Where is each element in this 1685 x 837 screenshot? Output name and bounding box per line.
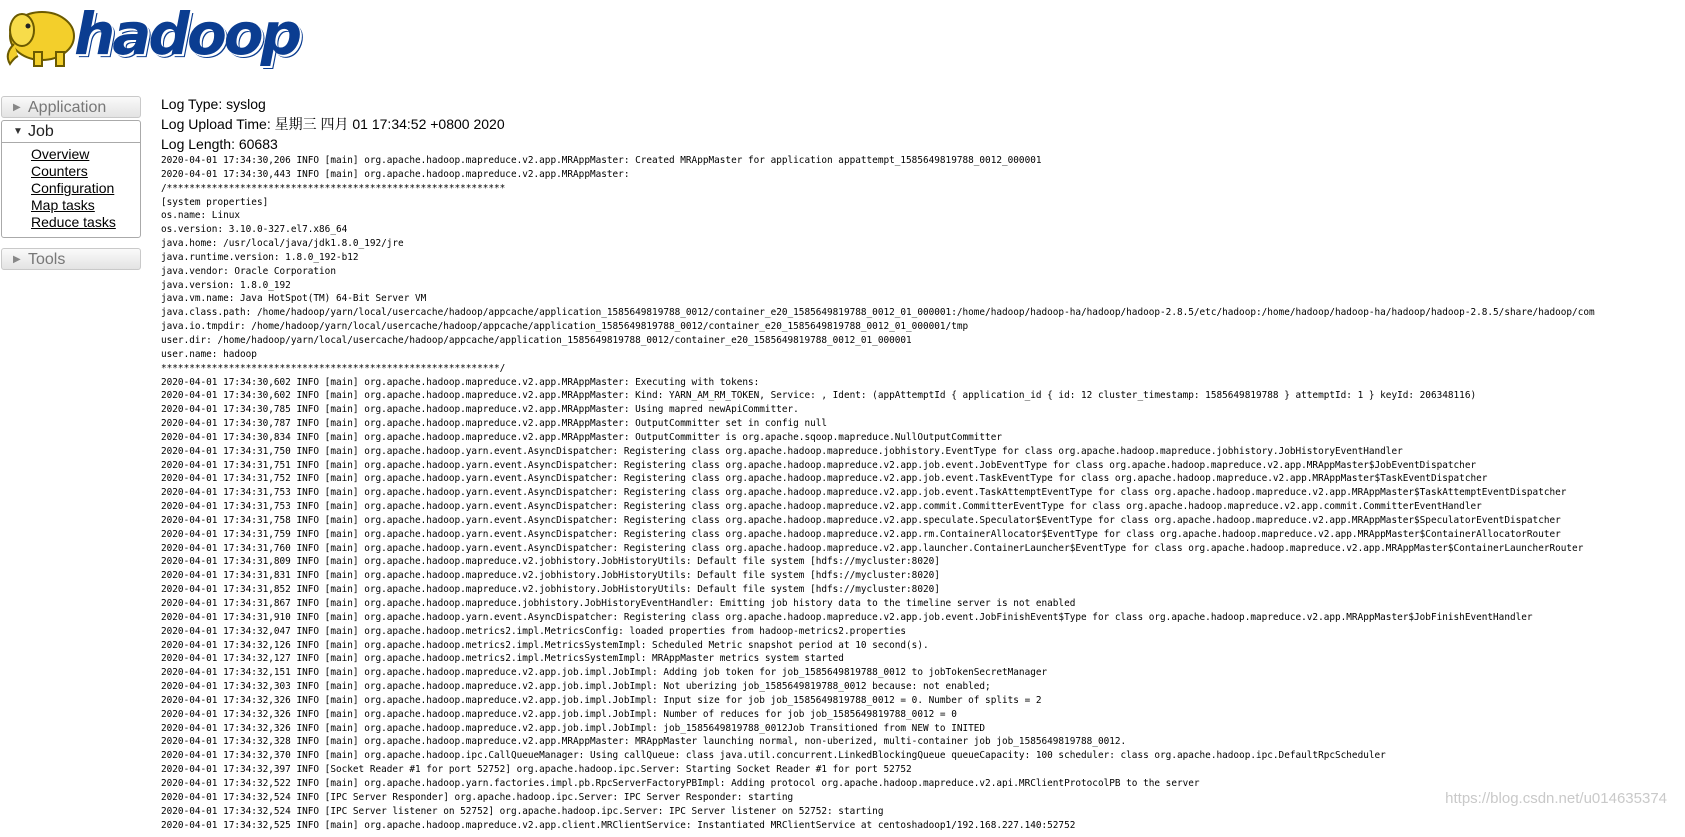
log-line: 2020-04-01 17:34:32,326 INFO [main] org.apache.hadoop.mapreduce.v2.app.job.impl.JobImpl: Input size for job job_1585649819788_0012 = 0. Number of splits = 2	[161, 694, 1042, 706]
log-line: java.io.tmpdir: /home/hadoop/yarn/local/usercache/hadoop/appcache/application_1585649819788_0012/container_e20_1585649819788_0012_01_000001/tmp	[161, 321, 969, 333]
chevron-right-icon: ▶	[13, 254, 21, 265]
log-line: java.version: 1.8.0_192	[161, 279, 291, 291]
log-line: java.runtime.version: 1.8.0_192-b12	[161, 251, 359, 263]
log-line: 2020-04-01 17:34:32,370 INFO [main] org.apache.hadoop.ipc.CallQueueManager: Using callQueue: class java.util.concurrent.LinkedBlockingQueue queueCapacity: 100 scheduler: class org.apache.hadoop.ipc.DefaultRpcScheduler	[161, 750, 1386, 762]
log-line: /************************************************************	[161, 182, 506, 194]
nav-link-counters[interactable]: Counters	[31, 163, 88, 179]
log-line: 2020-04-01 17:34:32,326 INFO [main] org.apache.hadoop.mapreduce.v2.app.job.impl.JobImpl: job_1585649819788_0012Job Transitioned from NEW to INITED	[161, 722, 986, 734]
log-line: 2020-04-01 17:34:32,303 INFO [main] org.apache.hadoop.mapreduce.v2.app.job.impl.JobImpl: Not uberizing job_1585649819788_0012 because: not enabled;	[161, 681, 991, 693]
log-line: 2020-04-01 17:34:31,753 INFO [main] org.apache.hadoop.yarn.event.AsyncDispatcher: Registering class org.apache.hadoop.mapreduce.v2.app.commit.CommitterEventType for class org.apache.hadoop.mapreduce.v2.app.commit.CommitterEventHandler	[161, 501, 1482, 513]
log-line: 2020-04-01 17:34:32,126 INFO [main] org.apache.hadoop.metrics2.impl.MetricsSystemImpl: Scheduled Metric snapshot period at 10 second(s).	[161, 639, 929, 651]
log-line: 2020-04-01 17:34:32,524 INFO [IPC Server listener on 52752] org.apache.hadoop.ipc.Server: IPC Server listener on 52752: starting	[161, 805, 884, 817]
log-line: 2020-04-01 17:34:31,752 INFO [main] org.apache.hadoop.yarn.event.AsyncDispatcher: Registering class org.apache.hadoop.mapreduce.v2.app.job.event.TaskEventType for class org.apache.hadoop.mapreduce.v2.app.MRAppMaster$TaskEventDispatcher	[161, 473, 1488, 485]
nav-link-map-tasks[interactable]: Map tasks	[31, 197, 95, 213]
nav-job[interactable]	[2, 121, 140, 143]
log-line: 2020-04-01 17:34:30,602 INFO [main] org.apache.hadoop.mapreduce.v2.app.MRAppMaster: Executing with tokens:	[161, 376, 760, 388]
log-line: 2020-04-01 17:34:30,443 INFO [main] org.apache.hadoop.mapreduce.v2.app.MRAppMaster:	[161, 168, 630, 180]
log-line: user.name: hadoop	[161, 348, 257, 360]
log-line: 2020-04-01 17:34:32,151 INFO [main] org.apache.hadoop.mapreduce.v2.app.job.impl.JobImpl: Adding job token for job_1585649819788_0012 to jobTokenSecretManager	[161, 667, 1048, 679]
log-line: 2020-04-01 17:34:31,758 INFO [main] org.apache.hadoop.yarn.event.AsyncDispatcher: Registering class org.apache.hadoop.mapreduce.v2.app.speculate.Speculator$EventType for class org.apache.hadoop.mapreduce.v2.app.MRAppMaster$SpeculatorEventDispatcher	[161, 514, 1561, 526]
job-links	[2, 143, 140, 237]
log-line: 2020-04-01 17:34:31,760 INFO [main] org.apache.hadoop.yarn.event.AsyncDispatcher: Registering class org.apache.hadoop.mapreduce.v2.app.launcher.ContainerLauncher$EventType for class org.apache.hadoop.mapreduce.v2.app.MRAppMaster$ContainerLauncherRouter	[161, 542, 1584, 554]
log-line: 2020-04-01 17:34:30,602 INFO [main] org.apache.hadoop.mapreduce.v2.app.MRAppMaster: Kind: YARN_AM_RM_TOKEN, Service: , Ident: (appAttemptId { application_id { id: 12 cluster_timestamp: 1585649819788 } attemptId: 1 } keyId: 206348116)	[161, 390, 1477, 402]
log-line: 2020-04-01 17:34:31,910 INFO [main] org.apache.hadoop.yarn.event.AsyncDispatcher: Registering class org.apache.hadoop.mapreduce.v2.app.job.event.JobFinishEvent$Type for class org.apache.hadoop.mapreduce.v2.app.MRAppMaster$JobFinishEventHandler	[161, 611, 1533, 623]
log-line: 2020-04-01 17:34:31,809 INFO [main] org.apache.hadoop.mapreduce.v2.jobhistory.JobHistoryUtils: Default file system [hdfs://mycluster:8020]	[161, 556, 940, 568]
logo-text: hadoop	[74, 0, 300, 68]
chevron-down-icon: ▼	[13, 126, 23, 137]
log-line: 2020-04-01 17:34:30,834 INFO [main] org.apache.hadoop.mapreduce.v2.app.MRAppMaster: OutputCommitter is org.apache.sqoop.mapreduce.NullOutputCommitter	[161, 431, 1002, 443]
log-line: 2020-04-01 17:34:32,047 INFO [main] org.apache.hadoop.metrics2.impl.MetricsConfig: loaded properties from hadoop-metrics2.properties	[161, 625, 907, 637]
log-line: 2020-04-01 17:34:30,206 INFO [main] org.apache.hadoop.mapreduce.v2.app.MRAppMaster: Created MRAppMaster for application appattempt_1585649819788_0012_000001	[161, 155, 1042, 166]
log-line: 2020-04-01 17:34:30,787 INFO [main] org.apache.hadoop.mapreduce.v2.app.MRAppMaster: OutputCommitter set in config null	[161, 418, 828, 430]
log-line: 2020-04-01 17:34:31,867 INFO [main] org.apache.hadoop.mapreduce.jobhistory.JobHistoryEventHandler: Emitting job history data to the timeline server is not enabled	[161, 598, 1076, 609]
log-line: 2020-04-01 17:34:32,525 INFO [main] org.apache.hadoop.mapreduce.v2.app.client.MRClientService: Instantiated MRClientService at centoshadoop1/192.168.227.140:52752	[161, 819, 1076, 831]
log-line: 2020-04-01 17:34:31,831 INFO [main] org.apache.hadoop.mapreduce.v2.jobhistory.JobHistoryUtils: Default file system [hdfs://mycluster:8020]	[161, 570, 940, 582]
log-type: Log Type: syslog	[161, 96, 266, 112]
log-content	[161, 94, 1681, 832]
nav-link-overview[interactable]: Overview	[31, 146, 90, 162]
nav-job-panel	[1, 120, 141, 238]
log-line: 2020-04-01 17:34:31,753 INFO [main] org.apache.hadoop.yarn.event.AsyncDispatcher: Registering class org.apache.hadoop.mapreduce.v2.app.job.event.TaskAttemptEventType for class org.apache.hadoop.mapreduce.v2.app.MRAppMaster$TaskAttemptEventDispatcher	[161, 487, 1567, 499]
log-line: 2020-04-01 17:34:32,326 INFO [main] org.apache.hadoop.mapreduce.v2.app.job.impl.JobImpl: Number of reduces for job job_1585649819788_0012 = 0	[161, 708, 957, 720]
log-upload-time: Log Upload Time: 星期三 四月 01 17:34:52 +0800 2020	[161, 116, 505, 132]
log-line: 2020-04-01 17:34:31,750 INFO [main] org.apache.hadoop.yarn.event.AsyncDispatcher: Registering class org.apache.hadoop.mapreduce.jobhistory.EventType for class org.apache.hadoop.mapreduce.jobhistory.JobHistoryEventHandler	[161, 445, 1403, 457]
nav-tools[interactable]	[1, 248, 141, 270]
nav-application-label: Application	[28, 99, 107, 116]
log-line: os.name: Linux	[161, 210, 241, 222]
log-line: 2020-04-01 17:34:31,852 INFO [main] org.apache.hadoop.mapreduce.v2.jobhistory.JobHistoryUtils: Default file system [hdfs://mycluster:8020]	[161, 584, 940, 596]
log-line: 2020-04-01 17:34:32,127 INFO [main] org.apache.hadoop.metrics2.impl.MetricsSystemImpl: MRAppMaster metrics system started	[161, 653, 844, 665]
log-line: java.vm.name: Java HotSpot(TM) 64-Bit Server VM	[161, 293, 427, 305]
log-line: [system properties]	[161, 196, 269, 208]
log-line: java.home: /usr/local/java/jdk1.8.0_192/jre	[161, 238, 404, 250]
log-line: 2020-04-01 17:34:32,522 INFO [main] org.apache.hadoop.yarn.factories.impl.pb.RpcServerFactoryPBImpl: Adding protocol org.apache.hadoop.mapreduce.v2.api.MRClientProtocolPB to the server	[161, 777, 1200, 789]
log-line: 2020-04-01 17:34:30,785 INFO [main] org.apache.hadoop.mapreduce.v2.app.MRAppMaster: Using mapred newApiCommitter.	[161, 404, 799, 416]
nav-link-configuration[interactable]: Configuration	[31, 180, 115, 196]
log-line: 2020-04-01 17:34:32,328 INFO [main] org.apache.hadoop.mapreduce.v2.app.MRAppMaster: MRAppMaster launching normal, non-uberized, multi-container job job_1585649819788_0012.	[161, 736, 1127, 748]
log-line: 2020-04-01 17:34:31,751 INFO [main] org.apache.hadoop.yarn.event.AsyncDispatcher: Registering class org.apache.hadoop.mapreduce.v2.app.job.event.JobEventType for class org.apache.hadoop.mapreduce.v2.app.MRAppMaster$JobEventDispatcher	[161, 459, 1477, 471]
hadoop-logo[interactable]	[0, 0, 300, 76]
nav-tools-label: Tools	[28, 251, 66, 268]
log-line: user.dir: /home/hadoop/yarn/local/usercache/hadoop/appcache/application_1585649819788_0012/container_e20_1585649819788_0012_01_000001	[161, 334, 912, 346]
log-line: java.vendor: Oracle Corporation	[161, 265, 336, 277]
log-line: os.version: 3.10.0-327.el7.x86_64	[161, 224, 348, 236]
log-line: 2020-04-01 17:34:32,397 INFO [Socket Reader #1 for port 52752] org.apache.hadoop.ipc.Server: Starting Socket Reader #1 for port 52752	[161, 764, 912, 776]
nav-application[interactable]	[1, 96, 141, 118]
nav-link-reduce-tasks[interactable]: Reduce tasks	[31, 214, 116, 230]
log-line: java.class.path: /home/hadoop/yarn/local/usercache/hadoop/appcache/application_1585649819788_0012/container_e20_1585649819788_0012_01_000001:/home/hadoop/hadoop-ha/hadoop/hadoop-2.8.5/etc/hadoop:/home/hadoop/hadoop-ha/hadoop/hadoop-2.8.5/share/hadoop/com	[161, 307, 1595, 319]
log-line: ************************************************************/	[161, 362, 506, 374]
log-body	[161, 154, 1681, 832]
watermark: https://blog.csdn.net/u014635374	[1445, 790, 1667, 807]
chevron-right-icon: ▶	[13, 102, 21, 113]
log-length: Log Length: 60683	[161, 136, 278, 152]
elephant-icon	[0, 0, 80, 72]
sidebar-nav	[1, 96, 141, 272]
nav-job-label: Job	[28, 123, 54, 140]
log-line: 2020-04-01 17:34:31,759 INFO [main] org.apache.hadoop.yarn.event.AsyncDispatcher: Registering class org.apache.hadoop.mapreduce.v2.app.rm.ContainerAllocator$EventType for class org.apache.hadoop.mapreduce.v2.app.MRAppMaster$ContainerAllocatorRouter	[161, 528, 1561, 540]
log-line: 2020-04-01 17:34:32,524 INFO [IPC Server Responder] org.apache.hadoop.ipc.Server: IPC Server Responder: starting	[161, 791, 794, 803]
